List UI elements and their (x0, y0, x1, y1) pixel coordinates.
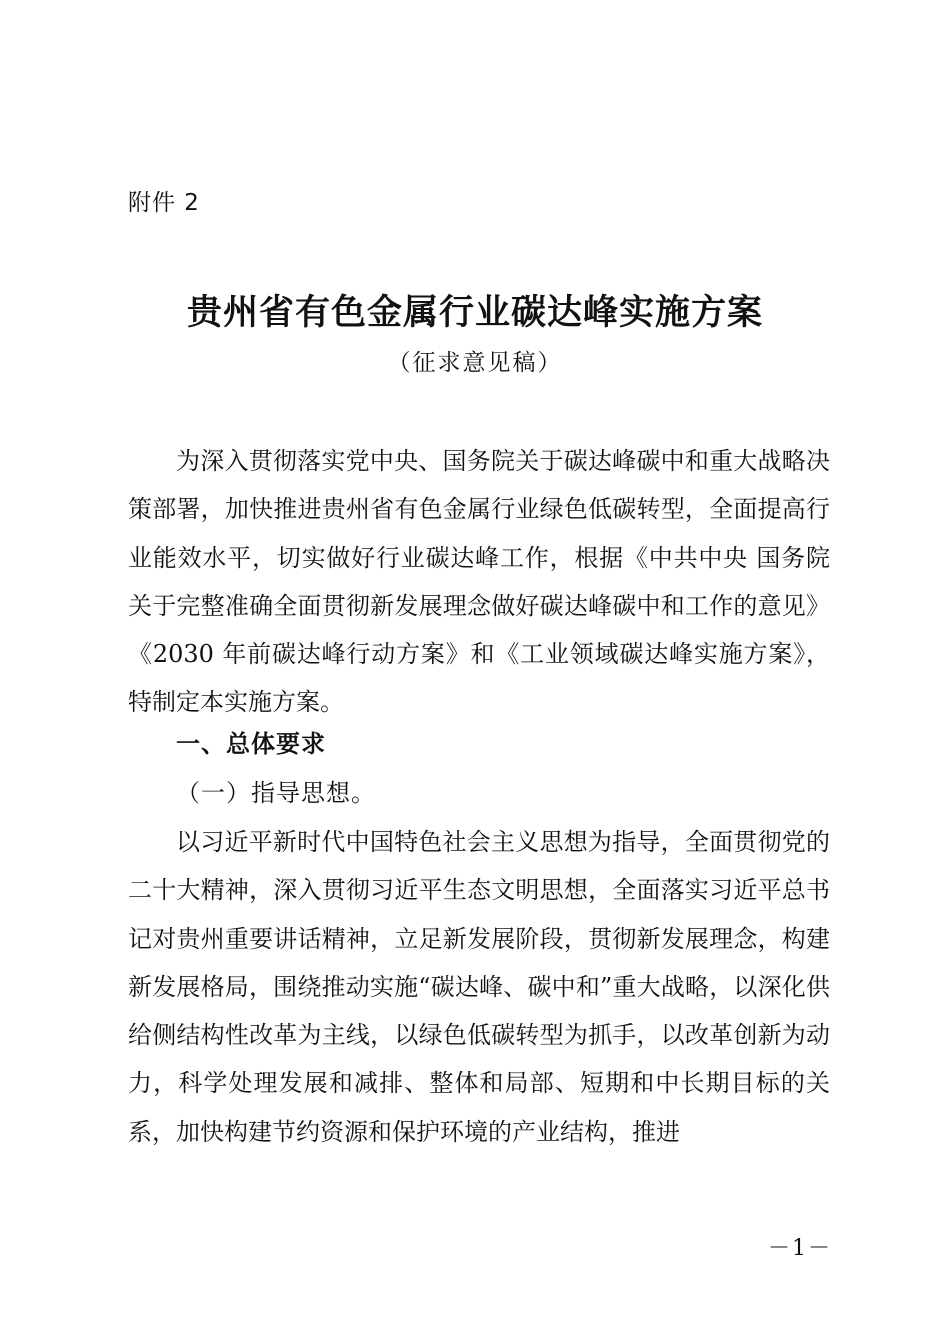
document-title: 贵州省有色金属行业碳达峰实施方案 (186, 292, 763, 333)
section-heading: 一、总体要求 (176, 730, 326, 758)
guiding-thought-paragraph: 以习近平新时代中国特色社会主义思想为指导，全面贯彻党的二十大精神，深入贯彻习近平生态文明思想，全面落实习近平总书记对贵州重要讲话精神，立足新发展阶段，贯彻新发展理念，构建新发展格局，围绕推动实施“碳达峰、碳中和”重大战略，以深化供给侧结构性改革为主线，以绿色低碳转型为抓手，以改革创新为动力，科学处理发展和减排、整体和局部、短期和中长期目标的关系，加快构建节约资源和保护环境的产业结构，推进 (128, 828, 830, 1146)
subsection-heading: （一）指导思想。 (176, 779, 376, 807)
intro-paragraph: 为深入贯彻落实党中央、国务院关于碳达峰碳中和重大战略决策部署，加快推进贵州省有色金属行业绿色低碳转型，全面提高行业能效水平，切实做好行业碳达峰工作，根据《中共中央 国务院关于完整准确全面贯彻新发展理念做好碳达峰碳中和工作的意见》《2030 年前碳达峰行动方案》和《工业领域碳达峰实施方案》，特制定本实施方案。 (128, 447, 830, 717)
page-number: －1－ (768, 1236, 832, 1261)
document-subtitle: （征求意见稿） (387, 350, 563, 376)
attachment-label: 附件 2 (128, 190, 200, 216)
